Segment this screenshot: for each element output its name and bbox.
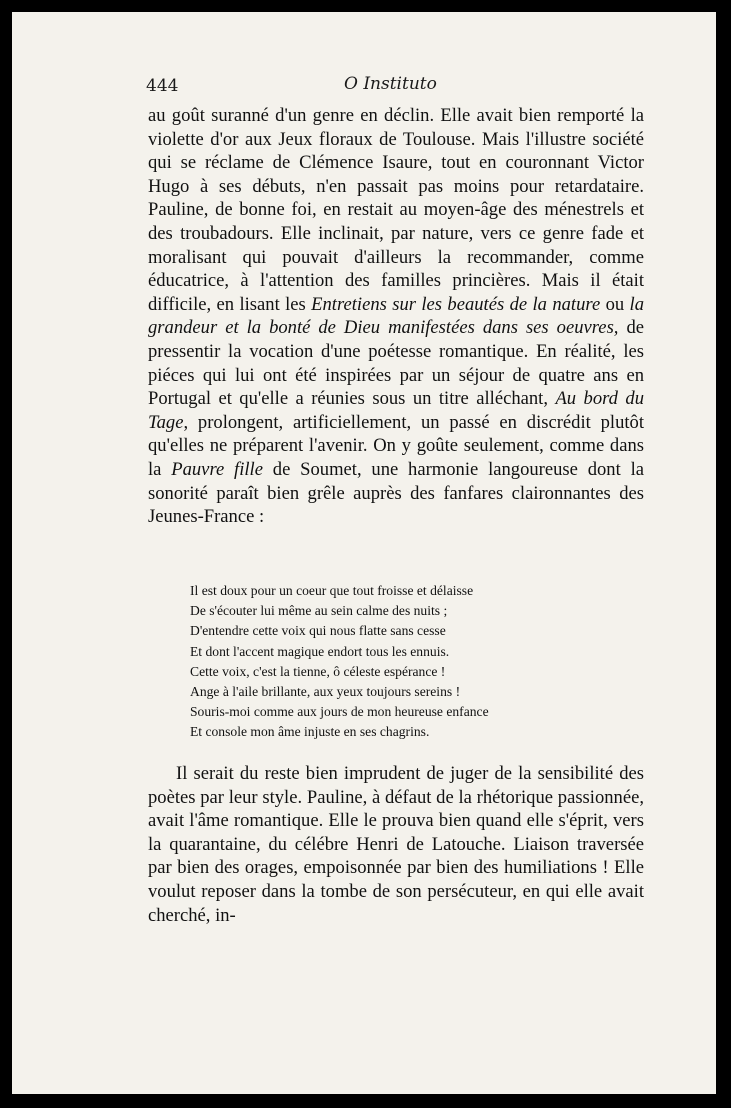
poem-line: Ange à l'aile brillante, aux yeux toujours sereins ! — [190, 684, 461, 700]
poem-quote — [190, 581, 610, 743]
page-header — [146, 76, 642, 104]
poem-line: Souris-moi comme aux jours de mon heureuse enfance — [190, 704, 489, 720]
poem-line: De s'écouter lui même au sein calme des nuits ; — [190, 603, 448, 619]
paragraph-1-text-e: de Soumet, une harmonie langoureuse dont la sonorité paraît bien grêle auprès des fanfares claironnantes des Jeunes-France : — [148, 458, 644, 528]
poem-line: Il est doux pour un coeur que tout froisse et délaisse — [190, 583, 474, 598]
title-pauvre-fille: Pauvre fille — [171, 458, 263, 480]
poem-line: Cette voix, c'est la tienne, ô céleste espérance ! — [190, 663, 446, 679]
paragraph-1-text-c: de pressentir la vocation d'une poétesse romantique. En réalité, les piéces qui lui ont été inspirées par un séjour de quatre ans en Portugal et qu'elle a réunies sous un titre alléchant, — [148, 317, 644, 410]
page-number: 444 — [146, 76, 179, 96]
title-au-bord-du-tage: Au bord du Tage — [148, 388, 645, 433]
poem-line: Et console mon âme injuste en ses chagrins. — [190, 724, 430, 740]
running-title: O Instituto — [344, 74, 437, 94]
paragraph-1-text-d: , prolongent, artificiellement, un passé en discrédit plutôt qu'elles ne préparent l'avenir. On y goûte seulement, comme dans la — [148, 411, 644, 480]
poem-line: D'entendre cette voix qui nous flatte sans cesse — [190, 623, 446, 639]
paragraph-1-text-b: ou — [600, 293, 630, 315]
paragraph-1 — [148, 104, 644, 529]
title-grandeur: la grandeur et la bonté de Dieu manifestées dans ses oeuvres, — [148, 293, 645, 339]
paragraph-1-text-a: au goût suranné d'un genre en déclin. Elle avait bien remporté la violette d'or aux Jeux floraux de Toulouse. Mais l'illustre société qui se réclame de Clémence Isaure, tout en couronnant Victor Hugo à ses débuts, n'en passait pas moins pour retardataire. Pauline, de bonne foi, en restait au moyen-âge des ménestrels et des troubadours. Elle inclinait, par nature, vers ce genre fade et moralisant qui pouvait d'ailleurs la recommander, comme éducatrice, à l'attention des familles princières. Mais il était difficile, en lisant les — [148, 105, 644, 315]
book-page — [12, 12, 716, 1094]
poem-line: Et dont l'accent magique endort tous les ennuis. — [190, 643, 450, 659]
title-entretiens: Entretiens sur les beautés de la nature — [311, 293, 601, 315]
paragraph-2 — [148, 762, 644, 927]
paragraph-2-text: Il serait du reste bien imprudent de juger de la sensibilité des poètes par leur style. Pauline, à défaut de la rhétorique passionnée, avait l'âme romantique. Elle le prouva bien quand elle s'éprit, vers la quarantaine, du célébre Henri de Latouche. Liaison traversée par bien des orages, empoisonnée par bien des humiliations ! Elle voulut reposer dans la tombe de son persécuteur, en qui elle avait cherché, in- — [148, 763, 644, 926]
